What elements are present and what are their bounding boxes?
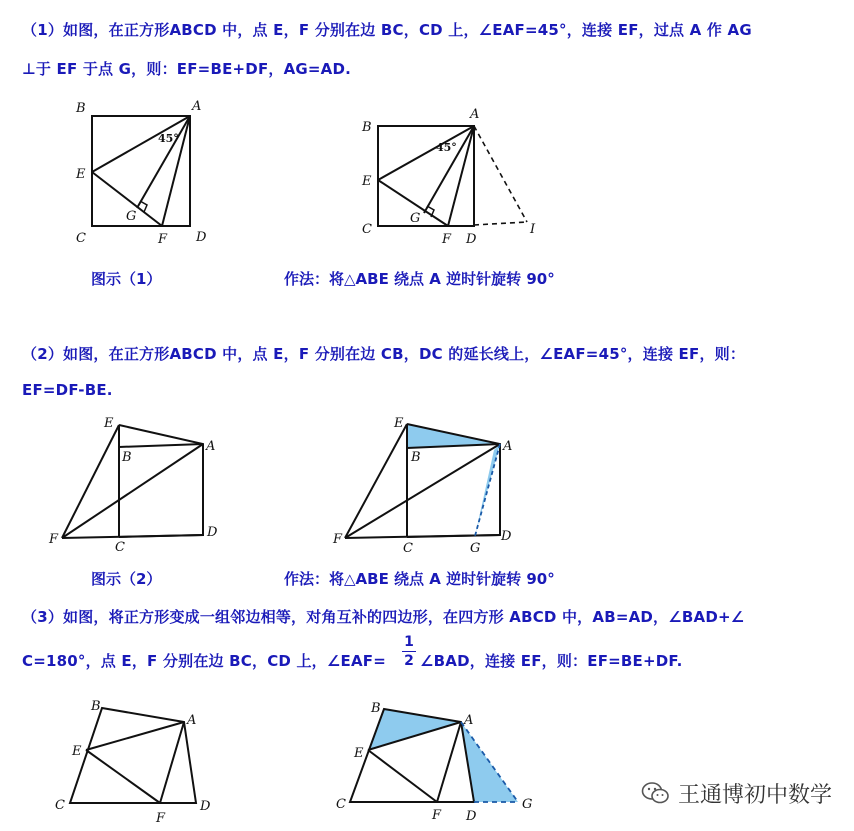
p3-line2a: C=180°，点 E，F 分别在边 BC，CD 上，∠EAF= xyxy=(22,652,386,670)
label-I: I xyxy=(530,222,536,237)
label-E: E xyxy=(362,174,372,189)
p1-caption-left: 图示（1） xyxy=(91,270,162,288)
label-F: F xyxy=(442,232,452,247)
p3-line2b: ∠BAD，连接 EF，则：EF=BE+DF. xyxy=(420,652,683,670)
label-C: C xyxy=(362,222,372,237)
p2-line1: （2）如图，在正方形ABCD 中，点 E，F 分别在边 CB，DC 的延长线上，∠EAF=45°，连接 EF，则： xyxy=(22,345,746,363)
label-E: E xyxy=(104,416,114,431)
label-F: F xyxy=(156,811,166,826)
label-A: A xyxy=(470,107,480,122)
label-A: A xyxy=(192,99,202,114)
label-E: E xyxy=(72,744,82,759)
label-B: B xyxy=(371,701,381,716)
label-A: A xyxy=(464,713,474,728)
label-F: F xyxy=(432,808,442,823)
p1-line2: ⊥于 EF 于点 G，则：EF=BE+DF，AG=AD. xyxy=(22,60,352,78)
fig3-left xyxy=(70,708,196,803)
label-G: G xyxy=(126,209,137,224)
label-E: E xyxy=(394,416,404,431)
p3-line1: （3）如图，将正方形变成一组邻边相等，对角互补的四边形，在四方形 ABCD 中，AB=AD，∠BAD+∠ xyxy=(22,608,745,626)
label-B: B xyxy=(411,450,421,465)
label-B: B xyxy=(122,450,132,465)
angle-label: 45° xyxy=(436,141,457,154)
wechat-icon xyxy=(641,780,671,806)
fig2-right xyxy=(345,424,500,538)
label-A: A xyxy=(187,713,197,728)
label-E: E xyxy=(354,746,364,761)
label-A: A xyxy=(206,439,216,454)
p1-caption-right: 作法：将△ABE 绕点 A 逆时针旋转 90° xyxy=(284,270,555,288)
label-C: C xyxy=(336,797,346,812)
p2-caption-right: 作法：将△ABE 绕点 A 逆时针旋转 90° xyxy=(284,570,555,588)
frac-numerator: 1 xyxy=(404,634,414,650)
angle-label: 45° xyxy=(158,132,179,145)
label-G: G xyxy=(470,541,481,556)
label-C: C xyxy=(55,798,65,813)
label-D: D xyxy=(207,525,218,540)
label-B: B xyxy=(362,120,372,135)
label-C: C xyxy=(76,231,86,246)
label-D: D xyxy=(196,230,207,245)
label-F: F xyxy=(49,532,59,547)
label-A: A xyxy=(503,439,513,454)
p2-caption-left: 图示（2） xyxy=(91,570,162,588)
label-D: D xyxy=(466,809,477,824)
label-G: G xyxy=(522,797,533,812)
p2-line2: EF=DF-BE. xyxy=(22,381,113,399)
label-G: G xyxy=(410,211,421,226)
label-D: D xyxy=(466,232,477,247)
frac-denominator: 2 xyxy=(404,653,414,669)
label-F: F xyxy=(158,232,168,247)
label-B: B xyxy=(76,101,86,116)
label-C: C xyxy=(115,540,125,555)
fig2-left xyxy=(62,425,203,538)
watermark-text: 王通博初中数学 xyxy=(678,783,833,808)
fig3-right xyxy=(350,709,518,802)
label-F: F xyxy=(333,532,343,547)
label-E: E xyxy=(76,167,86,182)
label-D: D xyxy=(501,529,512,544)
label-D: D xyxy=(200,799,211,814)
p1-line1: （1）如图，在正方形ABCD 中，点 E，F 分别在边 BC，CD 上，∠EAF=45°，连接 EF，过点 A 作 AG xyxy=(22,21,752,39)
label-B: B xyxy=(91,699,101,714)
label-C: C xyxy=(403,541,413,556)
